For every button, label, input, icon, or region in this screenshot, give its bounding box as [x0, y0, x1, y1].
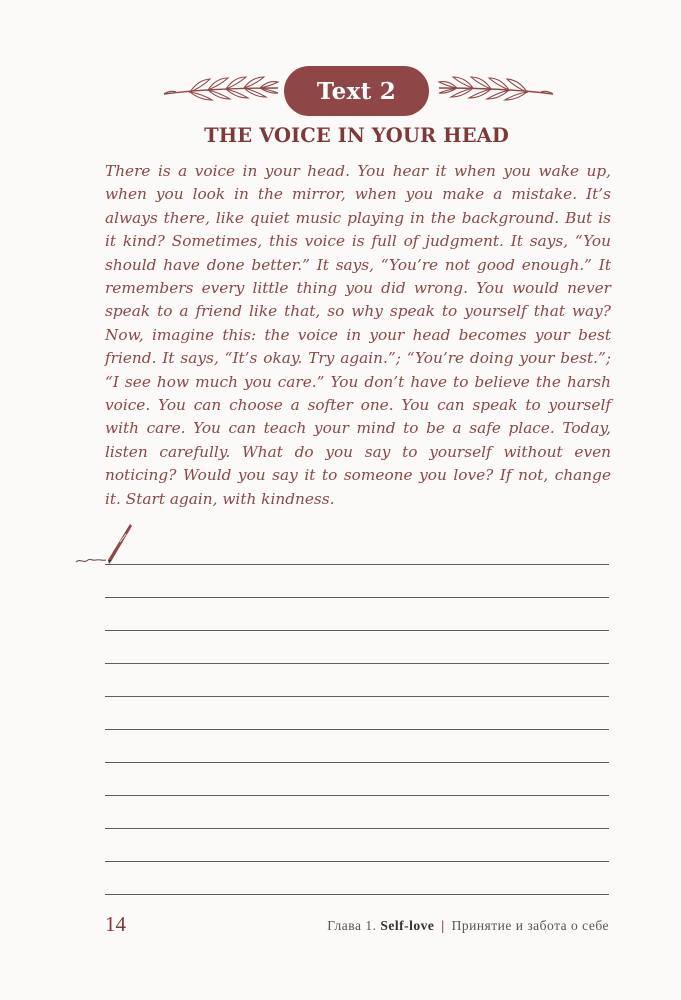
page-footer: [105, 912, 609, 940]
writing-line[interactable]: [105, 795, 609, 796]
writing-line[interactable]: [105, 894, 609, 895]
separator: |: [441, 918, 445, 933]
writing-line[interactable]: [105, 762, 609, 763]
writing-line[interactable]: [105, 630, 609, 631]
section-header: [0, 66, 681, 116]
laurel-branch-right-icon: [437, 74, 557, 108]
laurel-branch-left-icon: [160, 74, 280, 108]
page-title: THE VOICE IN YOUR HEAD: [204, 124, 509, 147]
writing-line[interactable]: [105, 597, 609, 598]
writing-line[interactable]: [105, 696, 609, 697]
chapter-title: Self-love: [380, 918, 435, 933]
running-head: [327, 918, 609, 934]
page-number: 14: [105, 912, 126, 936]
body-paragraph: There is a voice in your head. You hear it when you wake up, when you look in the mirror, when you make a mistake. It’s always there, like quiet music playing in the background. But is it kind? Sometimes, this voice is full of judgment. It says, “You should have done better.” It says, “You’re not good enough.” It remembers every little thing you did wrong. You would never speak to a friend like that, so why speak to yourself that way? Now, imagine this: the voice in your head becomes your best friend. It says, “It’s okay. Try again.”; “You’re doing your best.”; “I see how much you care.” You don’t have to believe the harsh voice. You can choose a softer one. You can speak to yourself with care. You can teach your mind to be a safe place. Today, listen carefully. What do you say to yourself without even noticing? Would you say it to someone you love? If not, change it. Start again, with kindness.: [105, 162, 611, 508]
writing-line[interactable]: [105, 729, 609, 730]
quill-pen-icon: [74, 520, 136, 570]
writing-line[interactable]: [105, 564, 609, 565]
chapter-subtitle: Принятие и забота о себе: [451, 918, 609, 933]
writing-line[interactable]: [105, 663, 609, 664]
section-badge: Text 2: [284, 66, 429, 116]
chapter-label: Глава 1.: [327, 918, 377, 933]
writing-line[interactable]: [105, 861, 609, 862]
writing-line[interactable]: [105, 828, 609, 829]
